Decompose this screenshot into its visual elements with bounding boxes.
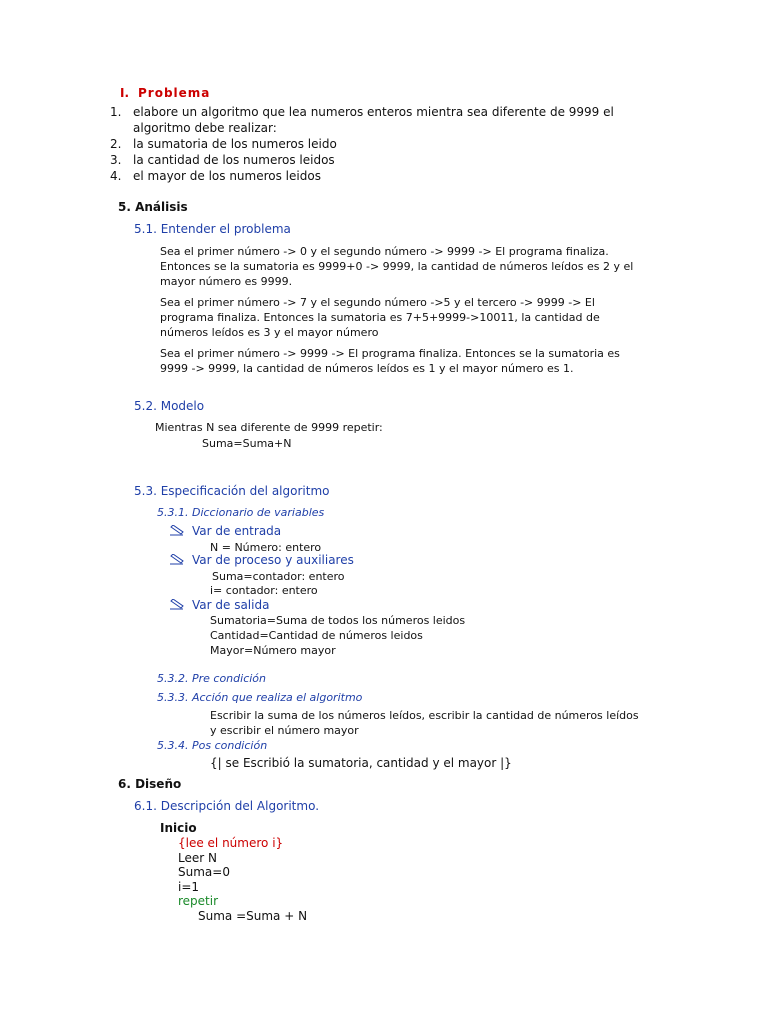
code-line: i=1 <box>178 880 200 894</box>
pencil-bullet-icon <box>170 554 184 565</box>
bullet-item <box>170 598 269 613</box>
var-item: i= contador: entero <box>210 584 318 597</box>
accion-line: y escribir el número mayor <box>210 724 359 737</box>
list-item: el mayor de los numeros leidos <box>133 169 321 183</box>
paragraph-line: Sea el primer número -> 7 y el segundo número ->5 y el tercero -> 9999 -> El <box>160 296 595 309</box>
code-line: Leer N <box>178 851 217 865</box>
pencil-bullet-icon <box>170 599 184 610</box>
code-line: Suma=0 <box>178 865 230 879</box>
paragraph-line: 9999 -> 9999, la cantidad de números leídos es 1 y el mayor número es 1. <box>160 362 574 375</box>
bullet-item <box>170 553 354 568</box>
list-number: 3. <box>110 153 122 167</box>
bullet-item <box>170 524 281 539</box>
var-item: Mayor=Número mayor <box>210 644 336 657</box>
list-number: 1. <box>110 105 122 119</box>
accion-line: Escribir la suma de los números leídos, escribir la cantidad de números leídos <box>210 709 639 722</box>
var-item: N = Número: entero <box>210 541 322 554</box>
code-line: Suma =Suma + N <box>198 909 308 923</box>
paragraph-line: números leídos es 3 y el mayor número <box>160 326 379 339</box>
list-number: 2. <box>110 137 122 151</box>
list-number: 4. <box>110 169 122 183</box>
pencil-bullet-icon <box>170 525 184 536</box>
code-keyword-repetir: repetir <box>178 894 219 908</box>
var-proceso-label: Var de proceso y auxiliares <box>192 553 354 567</box>
var-item: Cantidad=Cantidad de números leidos <box>210 629 423 642</box>
subsection-title-5-3-2: 5.3.2. Pre condición <box>157 672 266 685</box>
subsection-title-5-3-4: 5.3.4. Pos condición <box>157 739 268 752</box>
paragraph-line: mayor número es 9999. <box>160 275 293 288</box>
paragraph-line: Sea el primer número -> 9999 -> El programa finaliza. Entonces se la sumatoria es <box>160 347 620 360</box>
var-salida-label: Var de salida <box>192 598 270 612</box>
pos-condicion: {| se Escribió la sumatoria, cantidad y el mayor |} <box>210 756 512 770</box>
list-item: la cantidad de los numeros leidos <box>133 153 335 167</box>
var-item: Suma=contador: entero <box>212 570 345 583</box>
model-line: Suma=Suma+N <box>202 437 292 450</box>
subsection-title-5-3-1: 5.3.1. Diccionario de variables <box>157 506 325 519</box>
section-numeral: I. <box>120 86 130 100</box>
paragraph-line: programa finaliza. Entonces la sumatoria es 7+5+9999->10011, la cantidad de <box>160 311 600 324</box>
subsection-title-5-2: 5.2. Modelo <box>134 399 205 413</box>
paragraph-line: Entonces se la sumatoria es 9999+0 -> 9999, la cantidad de números leídos es 2 y el <box>160 260 634 273</box>
list-item: elabore un algoritmo que lea numeros enteros mientra sea diferente de 9999 el <box>133 105 614 119</box>
var-item: Sumatoria=Suma de todos los números leidos <box>210 614 466 627</box>
subsection-title-5-1: 5.1. Entender el problema <box>134 222 291 236</box>
section-title-problema: Problema <box>138 86 211 100</box>
subsection-title-5-3-3: 5.3.3. Acción que realiza el algoritmo <box>157 691 363 704</box>
model-line: Mientras N sea diferente de 9999 repetir: <box>155 421 383 434</box>
code-inicio: Inicio <box>160 821 197 835</box>
subsection-title-5-3: 5.3. Especificación del algoritmo <box>134 484 330 498</box>
var-entrada-label: Var de entrada <box>192 524 282 538</box>
paragraph-line: Sea el primer número -> 0 y el segundo número -> 9999 -> El programa finaliza. <box>160 245 609 258</box>
subsection-title-6-1: 6.1. Descripción del Algoritmo. <box>134 799 320 813</box>
list-item-continuation: algoritmo debe realizar: <box>133 121 277 135</box>
section-heading-diseno: 6. Diseño <box>118 777 182 791</box>
section-heading-analisis: 5. Análisis <box>118 200 188 214</box>
code-comment: {lee el número i} <box>178 836 284 850</box>
list-item: la sumatoria de los numeros leido <box>133 137 337 151</box>
